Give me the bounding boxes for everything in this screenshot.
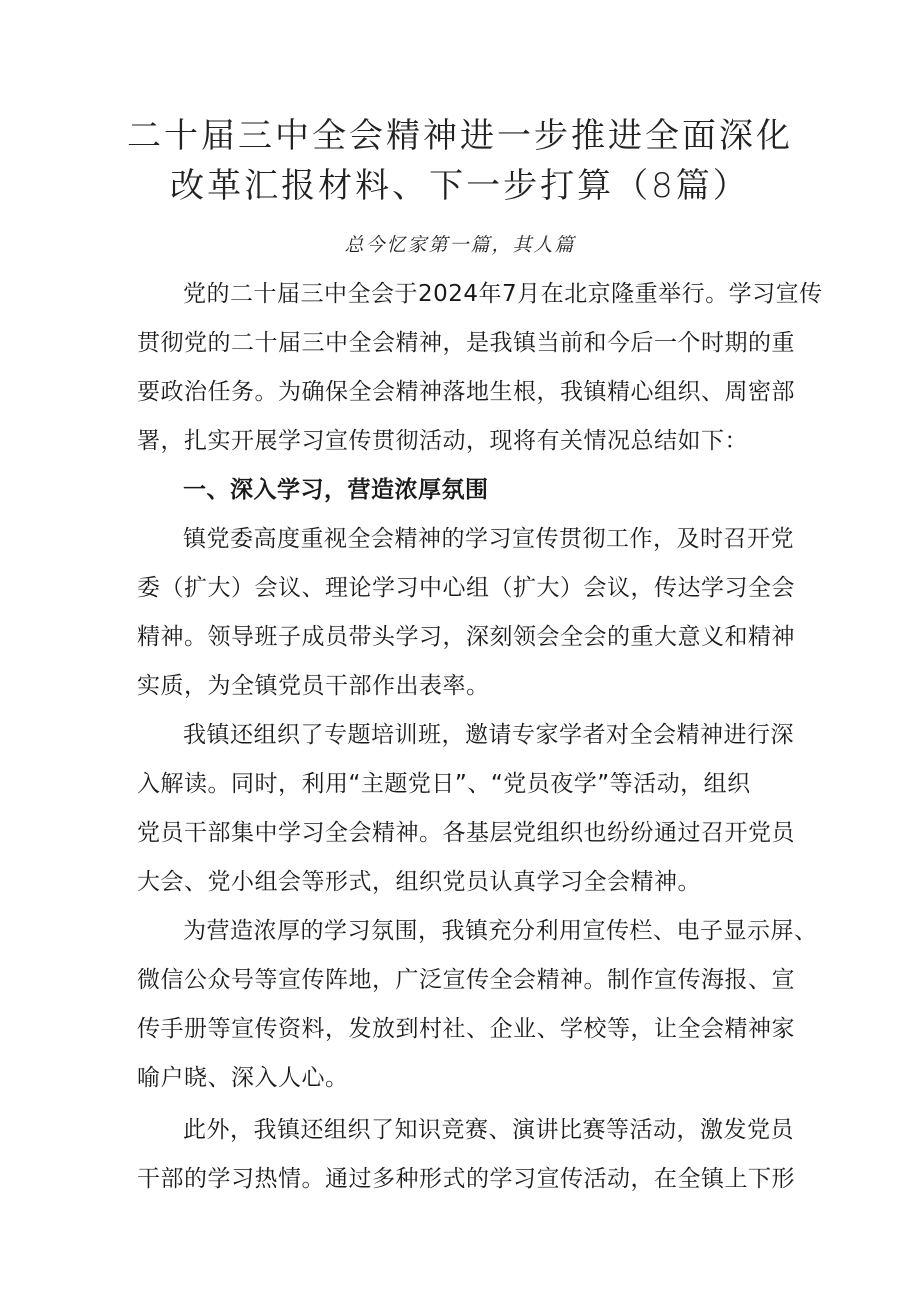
paragraph-line: 党员干部集中学习全会精神。各基层党组织也纷纷通过召开党员 [137, 820, 795, 846]
paragraph-line: 镇党委高度重视全会精神的学习宣传贯彻工作，及时召开党 [183, 526, 794, 552]
paragraph-line: 此外，我镇还组织了知识竞赛、演讲比赛等活动，激发党员 [183, 1117, 794, 1143]
paragraph-line: 为营造浓厚的学习氛围，我镇充分利用宣传栏、电子显示屏、 [183, 918, 818, 944]
paragraph-line: 委（扩大）会议、理论学习中心组（扩大）会议，传达学习全会 [137, 575, 795, 601]
paragraph-line: 要政治任务。为确保全会精神落地生根，我镇精心组织、周密部 [137, 379, 795, 405]
paragraph-line: 喻户晓、深入人心。 [137, 1065, 349, 1091]
paragraph-line: 传手册等宣传资料，发放到村社、企业、学校等，让全会精神家 [137, 1016, 795, 1042]
paragraph-line: 贯彻党的二十届三中全会精神，是我镇当前和今后一个时期的重 [137, 330, 795, 356]
paragraph-line: 实质，为全镇党员干部作出表率。 [137, 673, 490, 699]
document-title-line-2: 改革汇报材料、下一步打算（8篇） [170, 166, 750, 206]
paragraph-line: 精神。领导班子成员带头学习，深刻领会全会的重大意义和精神 [137, 624, 795, 650]
paragraph-line: 党的二十届三中全会于2024年7月在北京隆重举行。学习宣传 [183, 281, 823, 307]
paragraph-line: 大会、党小组会等形式，组织党员认真学习全会精神。 [137, 869, 701, 895]
paragraph-line: 署，扎实开展学习宣传贯彻活动，现将有关情况总结如下： [137, 428, 748, 454]
document-title-line-1: 二十届三中全会精神进一步推进全面深化 [127, 116, 793, 156]
section-heading: 一、深入学习，营造浓厚氛围 [183, 477, 489, 503]
paragraph-line: 入解读。同时，利用“主题党日”、“党员夜学”等活动，组织 [137, 771, 751, 797]
paragraph-line: 干部的学习热情。通过多种形式的学习宣传活动，在全镇上下形 [137, 1166, 795, 1192]
paragraph-line: 我镇还组织了专题培训班，邀请专家学者对全会精神进行深 [183, 722, 794, 748]
paragraph-line: 微信公众号等宣传阵地，广泛宣传全会精神。制作宣传海报、宣 [137, 967, 795, 993]
document-subtitle: 总今忆家第一篇，其人篇 [344, 234, 576, 256]
